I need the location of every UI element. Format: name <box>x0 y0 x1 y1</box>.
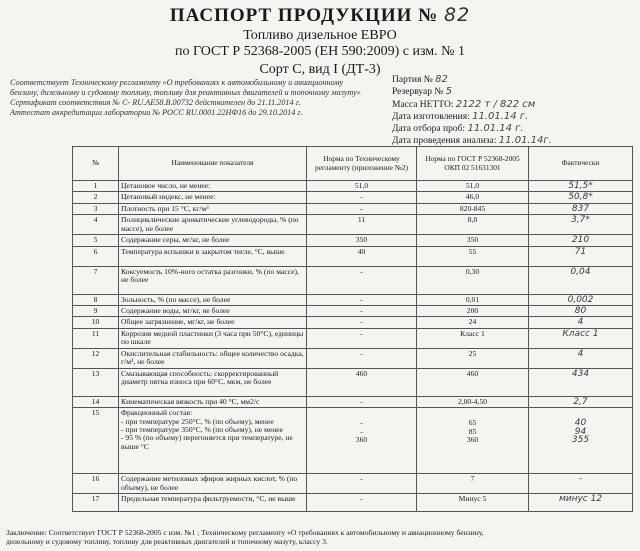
table-row <box>73 408 633 474</box>
table-row <box>73 203 633 214</box>
cell-actual: 50,8* <box>529 192 633 203</box>
cell-norm-gost: 0,01 <box>417 294 529 305</box>
cell-actual: - <box>529 474 633 494</box>
batch-mass: Масса НЕТТО: 2122 т / 822 см <box>392 98 536 110</box>
cell-norm-tr: 11 <box>307 215 417 235</box>
cell-norm-tr: 460 <box>307 368 417 396</box>
cell-norm-gost: 820-845 <box>417 203 529 214</box>
cell-name: Содержание воды, мг/кг, не более <box>119 306 307 317</box>
cell-name: Цетановое число, не менее: <box>119 181 307 192</box>
cell-actual: Класс 1 <box>529 328 633 348</box>
table-row <box>73 368 633 396</box>
cell-norm-tr: - <box>307 494 417 512</box>
cell-name: Содержание серы, мг/кг, не более <box>119 235 307 246</box>
conclusion-line-2: дизельному и судовому топливу, топливу для реактивных двигателей и топочному мазуту, классу 3. <box>6 537 328 546</box>
fuel-grade: Сорт С, вид I (ДТ-3) <box>259 62 381 77</box>
cell-norm-gost: Класс 1 <box>417 328 529 348</box>
cell-line: 360 <box>466 435 479 445</box>
certificates-block <box>10 78 370 117</box>
cell-name: Плотность при 15 °С, кг/м³ <box>119 203 307 214</box>
cell-name: Зольность, % (по массе), не более <box>119 294 307 305</box>
table-row <box>73 328 633 348</box>
cell-num: 9 <box>73 306 119 317</box>
cell-num: 4 <box>73 215 119 235</box>
cell-norm-tr: - <box>307 203 417 214</box>
cell-norm-tr: - <box>307 348 417 368</box>
cell-line: 360 <box>355 435 368 445</box>
cell-norm-tr: - <box>307 328 417 348</box>
cell-norm-gost: 55 <box>417 246 529 266</box>
conclusion-line-1: Заключение: Соответствует ГОСТ Р 52368-2005 с изм. №1 ; Техническому регламенту «О требованиях к автомобильному и авиационному бензину, <box>6 528 484 537</box>
cell-norm-gost: 460 <box>417 368 529 396</box>
cell-name: Предельная температура фильтруемости, °С, не выше <box>119 494 307 512</box>
cell-line: 85 <box>468 426 477 436</box>
cell-norm-tr: - <box>307 294 417 305</box>
cell-name <box>119 408 307 474</box>
cell-norm-tr: - <box>307 474 417 494</box>
cell-actual <box>529 408 633 474</box>
fuel-name: Топливо дизельное ЕВРО <box>243 28 397 43</box>
batch-analysis-date: Дата проведения анализа: 11.01.14г. <box>392 135 552 147</box>
cell-norm-tr: 350 <box>307 235 417 246</box>
cell-name: Цетановый индекс, не менее: <box>119 192 307 203</box>
cell-norm-gost: 46,0 <box>417 192 529 203</box>
cell-norm-gost: 51,0 <box>417 181 529 192</box>
cell-norm-tr: - <box>307 396 417 407</box>
regulation-compliance: Соответствует Техническому регламенту «О требованиях к автомобильному и авиационному бензину, дизельному и судовому топливу, топливу для реактивных двигателей и топочному мазуту» <box>10 78 361 97</box>
passport-number: 82 <box>443 4 471 26</box>
cell-norm-gost: 200 <box>417 306 529 317</box>
cell-num: 11 <box>73 328 119 348</box>
cell-norm-gost: 350 <box>417 235 529 246</box>
cell-actual: 80 <box>529 306 633 317</box>
cell-norm-tr: - <box>307 306 417 317</box>
table-row <box>73 181 633 192</box>
cell-norm-gost: 7 <box>417 474 529 494</box>
cell-norm-gost <box>417 408 529 474</box>
batch-party: Партия № 82 <box>392 74 448 85</box>
table-row <box>73 474 633 494</box>
cell-actual: 0,04 <box>529 266 633 294</box>
cell-line: 40 <box>574 418 587 429</box>
cell-num: 3 <box>73 203 119 214</box>
cell-actual: 0,002 <box>529 294 633 305</box>
table-row <box>73 348 633 368</box>
batch-info <box>392 74 637 148</box>
cell-name: Температура вспышки в закрытом тигле, °С, выше <box>119 246 307 266</box>
cell-actual: 51,5* <box>529 181 633 192</box>
cell-name: Коксуемость 10%-ного остатка разгонки, % (по массе), не более <box>119 266 307 294</box>
cell-num: 15 <box>73 408 119 474</box>
table-row <box>73 494 633 512</box>
cell-actual: 837 <box>529 203 633 214</box>
cell-name: Коррозия медной пластинки (3 часа при 50°С), единицы по шкале <box>119 328 307 348</box>
conclusion <box>6 528 636 546</box>
cell-num: 12 <box>73 348 119 368</box>
header-num: № <box>73 147 119 181</box>
cell-norm-gost: 2,00-4,50 <box>417 396 529 407</box>
table-header-row <box>73 147 633 181</box>
cell-actual: 4 <box>529 317 633 328</box>
gost-reference: по ГОСТ Р 52368-2005 (ЕН 590:2009) с изм. № 1 <box>175 44 465 59</box>
batch-made-date: Дата изготовления: 11.01.14 г. <box>392 110 529 122</box>
cell-actual: 3,7* <box>529 215 633 235</box>
table-body <box>73 181 633 512</box>
cell-line: 355 <box>571 435 590 446</box>
header-name: Наименование показателя <box>119 147 307 181</box>
cell-actual: 210 <box>529 235 633 246</box>
cell-name: Смазывающая способность: скорректированный диаметр пятна износа при 60°С, мкм, не более <box>119 368 307 396</box>
table-row <box>73 306 633 317</box>
table-row <box>73 396 633 407</box>
cell-num: 16 <box>73 474 119 494</box>
cell-actual: 2,7 <box>529 396 633 407</box>
cell-line: Фракционный состав: <box>121 408 193 418</box>
cell-num: 17 <box>73 494 119 512</box>
cell-num: 8 <box>73 294 119 305</box>
cell-line: 65 <box>468 418 477 428</box>
cell-norm-gost: 25 <box>417 348 529 368</box>
batch-tank: Резервуар № 5 <box>392 86 453 98</box>
cell-norm-tr: - <box>307 192 417 203</box>
cell-norm-tr: 51,0 <box>307 181 417 192</box>
cell-actual: минус 12 <box>529 494 633 512</box>
cell-actual: 4 <box>529 348 633 368</box>
cell-num: 1 <box>73 181 119 192</box>
table-row <box>73 294 633 305</box>
header-norm-tr: Норма по Техническому регламенту (приложение №2) <box>307 147 417 181</box>
title-text: ПАСПОРТ ПРОДУКЦИИ № <box>169 5 439 26</box>
cell-num: 5 <box>73 235 119 246</box>
table-row <box>73 215 633 235</box>
cell-norm-tr: - <box>307 266 417 294</box>
cell-norm-gost: Минус 5 <box>417 494 529 512</box>
batch-sample-date: Дата отбора проб: 11.01.14 г. <box>392 123 524 135</box>
cell-actual: 71 <box>529 246 633 266</box>
cell-name: Кинематическая вязкость при 40 °С, мм2/с <box>119 396 307 407</box>
document-title <box>0 4 640 27</box>
cell-name: Окислительная стабильность: общее количество осадка, г/м³, не более <box>119 348 307 368</box>
certificate-number: Сертификат соответствия № С- RU.АЕ58.В.00732 действителен до 21.11.2014 г. <box>10 98 301 108</box>
cell-actual: 434 <box>529 368 633 396</box>
cell-norm-gost: 0,30 <box>417 266 529 294</box>
cell-num: 13 <box>73 368 119 396</box>
cell-norm-tr: - <box>307 317 417 328</box>
header-norm-gost: Норма по ГОСТ Р 52368-2005 ОКП 02 51631301 <box>417 147 529 181</box>
cell-line: - <box>360 426 363 436</box>
cell-norm-tr <box>307 408 417 474</box>
cell-name: Общее загрязнение, мг/кг, не более <box>119 317 307 328</box>
cell-num: 14 <box>73 396 119 407</box>
table-row <box>73 192 633 203</box>
cell-line: - 95 % (по объему) перегоняется при температуре, не выше °С <box>121 433 293 451</box>
table-row <box>73 235 633 246</box>
cell-name: Содержание метиловых эфиров жирных кислот, % (по объему), не более <box>119 474 307 494</box>
cell-line: - <box>360 418 363 428</box>
cell-line: - при температуре 250°С, % (по объему), менее <box>121 416 274 426</box>
cell-norm-gost: 24 <box>417 317 529 328</box>
cell-line: - при температуре 350°С, % (по объему), не менее <box>121 425 284 435</box>
table-row <box>73 266 633 294</box>
lab-accreditation: Аттестат аккредитации лаборатории № РОСС RU.0001.22НФ16 до 29.10.2014 г. <box>10 107 303 117</box>
header-actual: Фактически <box>529 147 633 181</box>
cell-line: 94 <box>574 426 587 437</box>
cell-num: 2 <box>73 192 119 203</box>
cell-norm-tr: 40 <box>307 246 417 266</box>
cell-num: 10 <box>73 317 119 328</box>
cell-num: 7 <box>73 266 119 294</box>
cell-name: Полициклические ароматические углеводороды, % (по массе), не более <box>119 215 307 235</box>
table-row <box>73 246 633 266</box>
table-row <box>73 317 633 328</box>
cell-norm-gost: 8,0 <box>417 215 529 235</box>
cell-num: 6 <box>73 246 119 266</box>
quality-table <box>72 146 633 512</box>
